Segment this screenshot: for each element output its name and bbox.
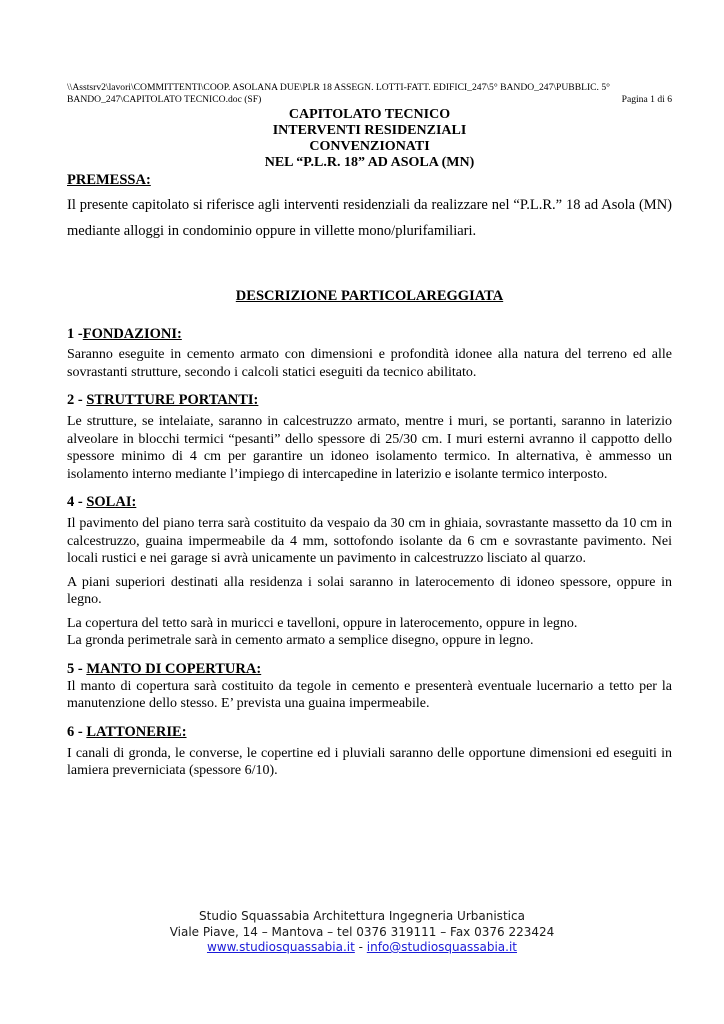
section-number: 2 - (67, 392, 87, 408)
title-line3: CONVENZIONATI (309, 139, 430, 154)
section-manto-text: Il manto di copertura sarà costituito da tegole in cemento e presenterà eventuale lucernario a tetto per la manutenzione dello stesso. E’ prevista una guaina impermeabile. (67, 678, 672, 711)
premessa-text: Il presente capitolato si riferisce agli interventi residenziali da realizzare nel “P.L.R.” 18 ad Asola (MN) mediante alloggi in condominio oppure in villette mono/plurifamiliari. (67, 197, 672, 239)
footer-separator: - (354, 940, 367, 954)
section-title: LATTONERIE: (86, 723, 187, 740)
page-footer (0, 909, 724, 956)
website-link[interactable]: www.studiosquassabia.it (206, 940, 355, 954)
section-fondazioni-text: Saranno eseguite in cemento armato con dimensioni e profondità idonee alla natura del terreno ed alle sovrastanti strutture, secondo i calcoli statici eseguiti da tecnico abilitato. (67, 347, 672, 380)
file-path-header (67, 82, 672, 106)
section-manto-heading (67, 661, 672, 678)
document-title (67, 107, 672, 171)
section-title: SOLAI: (86, 494, 137, 510)
section-number: 4 - (67, 494, 87, 510)
email-link[interactable]: info@studiosquassabia.it (366, 940, 518, 954)
section-lattonerie-heading (67, 724, 672, 741)
section-solai-text2: A piani superiori destinati alla residenza i solai saranno in laterocemento di idoneo spessore, oppure in legno. (67, 574, 672, 607)
file-path-line1: \\Asstsrv2\lavori\COMMITTENTI\COOP. ASOLANA DUE\PLR 18 ASSEGN. LOTTI-FATT. EDIFICI_247\5° BANDO_247\PUBBLIC. 5° (67, 82, 610, 93)
section-solai-text4: La gronda perimetrale sarà in cemento armato a semplice disegno, oppure in legno. (67, 633, 534, 648)
page-indicator: Pagina 1 di 6 (621, 94, 672, 105)
footer-studio-name: Studio Squassabia Architettura Ingegneria Urbanistica (199, 909, 525, 923)
section-strutture-heading (67, 392, 672, 409)
descrizione-heading: DESCRIZIONE PARTICOLAREGGIATA (235, 288, 504, 304)
section-title: MANTO DI COPERTURA: (86, 660, 262, 677)
section-title: STRUTTURE PORTANTI: (86, 392, 259, 408)
section-strutture-text: Le strutture, se intelaiate, saranno in calcestruzzo armato, mentre i muri, se portanti, saranno in laterizio alveolare in blocchi termici “pesanti” dello spessore di 25/30 cm. I muri esterni avranno il cappotto dello spessore minimo di 4 cm per garantire un idoneo isolamento termico. In alternativa, è ammesso un isolamento interno mediante l’impiego di intercapedine in laterizio e isolante termico interposto. (67, 414, 672, 482)
title-line4: NEL “P.L.R. 18” AD ASOLA (MN) (264, 155, 475, 170)
section-solai-text3: La copertura del tetto sarà in muricci e tavelloni, oppure in laterocemento, oppure in legno. (67, 615, 578, 631)
premessa-heading: PREMESSA: (67, 172, 151, 188)
file-path-line2: BANDO_247\CAPITOLATO TECNICO.doc (SF) (67, 94, 262, 105)
section-solai-text1: Il pavimento del piano terra sarà costituito da vespaio da 30 cm in ghiaia, sovrastante massetto da 10 cm in calcestruzzo, guaina impermeabile da 4 mm, sottofondo isolante da 6 cm e sovrastante pavimento. Nei locali rustici e nei garage si avrà unicamente un pavimento in calcestruzzo lisciato al quarzo. (67, 516, 672, 566)
section-number: 1 - (67, 326, 83, 342)
section-number: 6 - (67, 723, 87, 740)
document-page (67, 82, 672, 780)
section-number: 5 - (67, 660, 87, 677)
section-solai-heading (67, 494, 672, 511)
footer-address: Viale Piave, 14 – Mantova – tel 0376 319111 – Fax 0376 223424 (169, 924, 555, 939)
title-line1: CAPITOLATO TECNICO (288, 107, 451, 122)
section-title: FONDAZIONI: (82, 326, 182, 342)
section-lattonerie-text: I canali di gronda, le converse, le copertine ed i pluviali saranno delle opportune dimensioni ed eseguiti in lamiera preverniciata (spessore 6/10). (67, 745, 672, 778)
section-fondazioni-heading (67, 326, 672, 343)
title-line2: INTERVENTI RESIDENZIALI (272, 123, 467, 138)
